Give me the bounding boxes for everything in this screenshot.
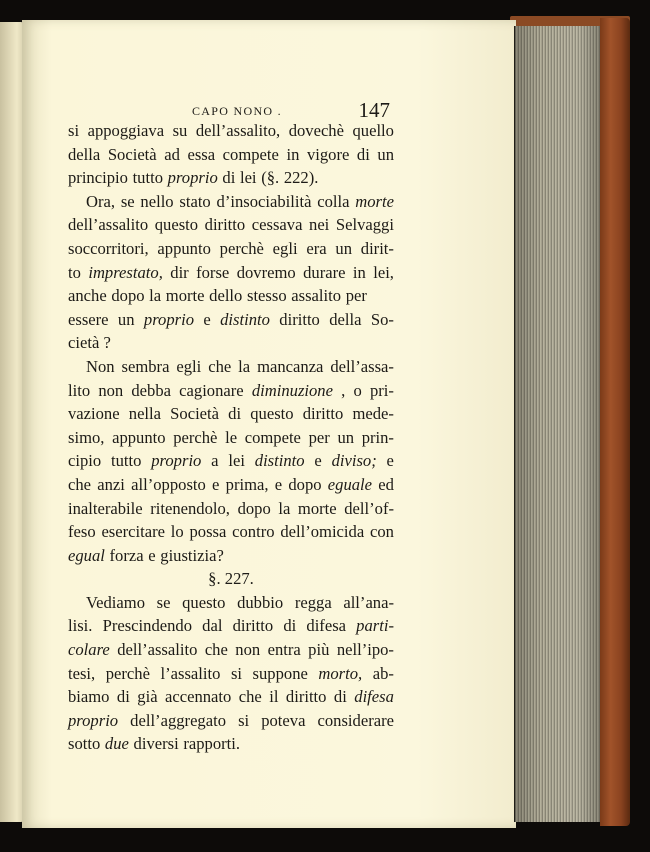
word: lito xyxy=(68,380,91,400)
word: simo, xyxy=(68,427,105,447)
word: dopo xyxy=(111,286,145,306)
text-line xyxy=(68,261,394,285)
word: accennato xyxy=(165,687,232,707)
word: lei xyxy=(239,168,257,188)
text-line xyxy=(68,614,394,638)
word: dell’aggregato xyxy=(130,710,226,730)
word: principio xyxy=(68,168,128,188)
word: feso xyxy=(68,522,96,542)
word: nello xyxy=(140,191,174,211)
word: nella xyxy=(128,404,162,424)
word: mede- xyxy=(352,404,394,424)
word: diminuzione xyxy=(251,380,333,400)
text-line xyxy=(68,662,394,686)
text-line xyxy=(68,638,394,662)
text-line xyxy=(68,143,394,167)
word: perchè xyxy=(219,238,264,258)
word: esercitare xyxy=(101,522,165,542)
word: entra xyxy=(267,640,301,660)
word: dovechè xyxy=(288,121,344,140)
word: Società xyxy=(107,144,157,164)
word: di xyxy=(356,144,370,164)
word: dubbio xyxy=(237,592,284,612)
word: anche xyxy=(68,286,107,306)
word: prin- xyxy=(361,427,394,447)
word: inalterabile xyxy=(68,498,143,518)
word: o xyxy=(353,380,362,400)
word: si xyxy=(238,710,250,730)
word: ab- xyxy=(372,663,394,683)
word: egli xyxy=(176,356,202,376)
word: della xyxy=(329,309,362,329)
word: dell’assalito, xyxy=(195,121,281,140)
word: dell’assa- xyxy=(330,356,394,376)
word: ritenendolo, xyxy=(150,498,230,518)
word: in xyxy=(286,144,300,164)
text-line xyxy=(68,379,394,403)
word: morte xyxy=(355,191,394,211)
word: cietà ? xyxy=(68,333,111,353)
word: proprio xyxy=(68,710,119,730)
word: distinto xyxy=(220,309,270,329)
word: e xyxy=(212,474,220,494)
word: diritto xyxy=(279,309,320,329)
word: egual xyxy=(68,545,105,565)
word: ad xyxy=(164,144,180,164)
word: debba xyxy=(131,380,171,400)
text-line xyxy=(68,331,394,355)
word: parti- xyxy=(356,616,394,636)
text-line xyxy=(68,449,394,473)
text-line xyxy=(68,732,394,756)
left-page-edge xyxy=(0,22,24,822)
word: dell’assalito xyxy=(117,640,198,660)
word: all’ana- xyxy=(343,592,394,612)
word: dal xyxy=(202,616,223,636)
word: che xyxy=(68,474,92,494)
word: all’opposto xyxy=(131,474,206,494)
word: eguale xyxy=(327,474,373,494)
word: diversi xyxy=(133,734,179,754)
word: era xyxy=(306,238,327,258)
word: l’assalito xyxy=(160,663,221,683)
word: e xyxy=(314,451,322,471)
word: cipio xyxy=(68,451,102,471)
word: cagionare xyxy=(179,380,244,400)
word: con xyxy=(369,522,394,542)
chapter-title: CAPO NONO . xyxy=(192,104,282,118)
word: soccorritori, xyxy=(68,238,149,258)
word: tutto xyxy=(111,451,142,471)
word: diritto xyxy=(285,687,327,707)
word: regga xyxy=(294,592,332,612)
word: compete xyxy=(222,144,279,164)
word: per xyxy=(345,286,367,306)
word: e xyxy=(274,474,283,494)
word: Società xyxy=(170,404,220,424)
word: se xyxy=(120,191,135,211)
word: dopo xyxy=(237,498,271,518)
word: proprio xyxy=(143,309,194,329)
word: essa xyxy=(187,144,216,164)
word: lei, xyxy=(373,262,394,282)
word: della xyxy=(68,144,101,164)
word: (§. xyxy=(261,168,280,188)
word: difesa xyxy=(306,616,347,636)
text-line xyxy=(68,426,394,450)
word: diritto xyxy=(204,215,246,235)
word: nell’ipo- xyxy=(336,640,394,660)
word: vazione xyxy=(68,404,120,424)
word: appunto xyxy=(157,238,211,258)
word: d’insociabilità xyxy=(216,191,312,211)
word: distinto xyxy=(254,451,305,471)
word: forza xyxy=(109,545,144,565)
word: su xyxy=(172,121,188,140)
word: perchè xyxy=(105,663,150,683)
word: morte xyxy=(165,286,205,306)
word: colla xyxy=(317,191,350,211)
word: proprio xyxy=(167,168,218,188)
word: pri- xyxy=(369,380,394,400)
word: to xyxy=(68,262,81,282)
word: dopo xyxy=(288,474,322,494)
word: di xyxy=(333,687,347,707)
word: appunto xyxy=(112,427,166,447)
body-text xyxy=(68,119,394,756)
word: mancanza xyxy=(257,356,324,376)
word: si xyxy=(230,663,243,683)
word: nei xyxy=(309,215,330,235)
word: dovremo xyxy=(236,262,296,282)
text-line xyxy=(68,402,394,426)
word: morto, xyxy=(318,663,363,683)
word: e xyxy=(148,545,156,565)
word: la xyxy=(149,286,162,306)
word: lisi. xyxy=(68,616,93,636)
word: questo xyxy=(182,592,226,612)
word: 222). xyxy=(283,168,319,188)
text-line xyxy=(68,567,394,591)
word: stesso xyxy=(246,286,287,306)
word: colare xyxy=(68,640,110,660)
word: di xyxy=(283,616,297,636)
text-line xyxy=(68,520,394,544)
word: compete xyxy=(244,427,301,447)
word: il xyxy=(269,687,279,707)
word: si xyxy=(68,121,80,140)
word: di xyxy=(228,404,242,424)
word: Prescindendo xyxy=(102,616,192,636)
text-line xyxy=(68,237,394,261)
word: che xyxy=(208,356,232,376)
word: che xyxy=(204,640,228,660)
word: ed xyxy=(378,474,394,494)
word: le xyxy=(225,427,238,447)
word: durare xyxy=(303,262,346,282)
word: un xyxy=(337,427,355,447)
word: in xyxy=(352,262,366,282)
word: dirit- xyxy=(360,238,394,258)
word: dir xyxy=(170,262,189,282)
word: rapporti. xyxy=(183,734,241,754)
word: lei xyxy=(228,451,245,471)
word: §. 227. xyxy=(208,569,254,589)
word: e xyxy=(386,451,394,471)
text-line xyxy=(68,497,394,521)
word: un xyxy=(335,238,352,258)
word: dell’of- xyxy=(344,498,394,518)
word: dello xyxy=(209,286,243,306)
word: un xyxy=(117,309,135,329)
word: di xyxy=(222,168,236,188)
word: sembra xyxy=(121,356,170,376)
word: egli xyxy=(272,238,298,258)
word: non xyxy=(98,380,124,400)
word: diviso; xyxy=(331,451,377,471)
word: diritto xyxy=(302,404,344,424)
word: proprio xyxy=(151,451,202,471)
word: lo xyxy=(170,522,184,542)
word: di xyxy=(116,687,130,707)
word: giustizia? xyxy=(160,545,224,565)
text-line xyxy=(68,190,394,214)
word: se xyxy=(156,592,171,612)
word: biamo xyxy=(68,687,110,707)
text-line xyxy=(68,166,394,190)
page-number: 147 xyxy=(358,98,390,122)
word: poteva xyxy=(261,710,306,730)
text-line xyxy=(68,284,394,308)
word: difesa xyxy=(354,687,394,707)
text-line xyxy=(68,591,394,615)
word: Ora, xyxy=(86,191,116,211)
word: questo xyxy=(250,404,294,424)
text-line xyxy=(68,119,394,143)
text-line xyxy=(68,213,394,237)
word: due xyxy=(104,734,129,754)
word: morte xyxy=(297,498,337,518)
word: diritto xyxy=(232,616,274,636)
word: contro xyxy=(232,522,275,542)
word: quello xyxy=(352,121,394,140)
word: sotto xyxy=(68,734,101,754)
word: dell’assalito xyxy=(68,215,149,235)
word: già xyxy=(137,687,158,707)
word: appoggiava xyxy=(87,121,165,140)
text-line xyxy=(68,308,394,332)
text-line xyxy=(68,544,394,568)
word: possa xyxy=(189,522,227,542)
word: assalito xyxy=(291,286,342,306)
word: Vediamo xyxy=(86,592,145,612)
word: e xyxy=(203,309,211,329)
word: Selvaggi xyxy=(335,215,394,235)
word: cessava xyxy=(251,215,303,235)
word: , xyxy=(341,380,346,400)
text-line xyxy=(68,473,394,497)
word: la xyxy=(238,356,251,376)
word: Non xyxy=(86,356,115,376)
word: considerare xyxy=(317,710,394,730)
word: essere xyxy=(68,309,109,329)
word: suppone xyxy=(252,663,308,683)
word: anzi xyxy=(97,474,125,494)
word: per xyxy=(308,427,330,447)
word: a xyxy=(211,451,219,471)
book-cover xyxy=(600,18,630,826)
word: tesi, xyxy=(68,663,96,683)
text-line xyxy=(68,709,394,733)
word: un xyxy=(377,144,394,164)
page-stack-shadow xyxy=(514,26,606,822)
word: tutto xyxy=(132,168,163,188)
running-head xyxy=(192,100,390,120)
word: non xyxy=(235,640,261,660)
word: che xyxy=(238,687,262,707)
word: dell’omicida xyxy=(280,522,365,542)
word: forse xyxy=(196,262,230,282)
word: più xyxy=(308,640,330,660)
word: prima, xyxy=(225,474,269,494)
word: perchè xyxy=(173,427,218,447)
word: imprestato, xyxy=(88,262,163,282)
word: stato xyxy=(179,191,211,211)
text-line xyxy=(68,685,394,709)
text-line xyxy=(68,355,394,379)
word: questo xyxy=(154,215,199,235)
word: vigore xyxy=(306,144,350,164)
word: la xyxy=(278,498,291,518)
word: So- xyxy=(370,309,394,329)
